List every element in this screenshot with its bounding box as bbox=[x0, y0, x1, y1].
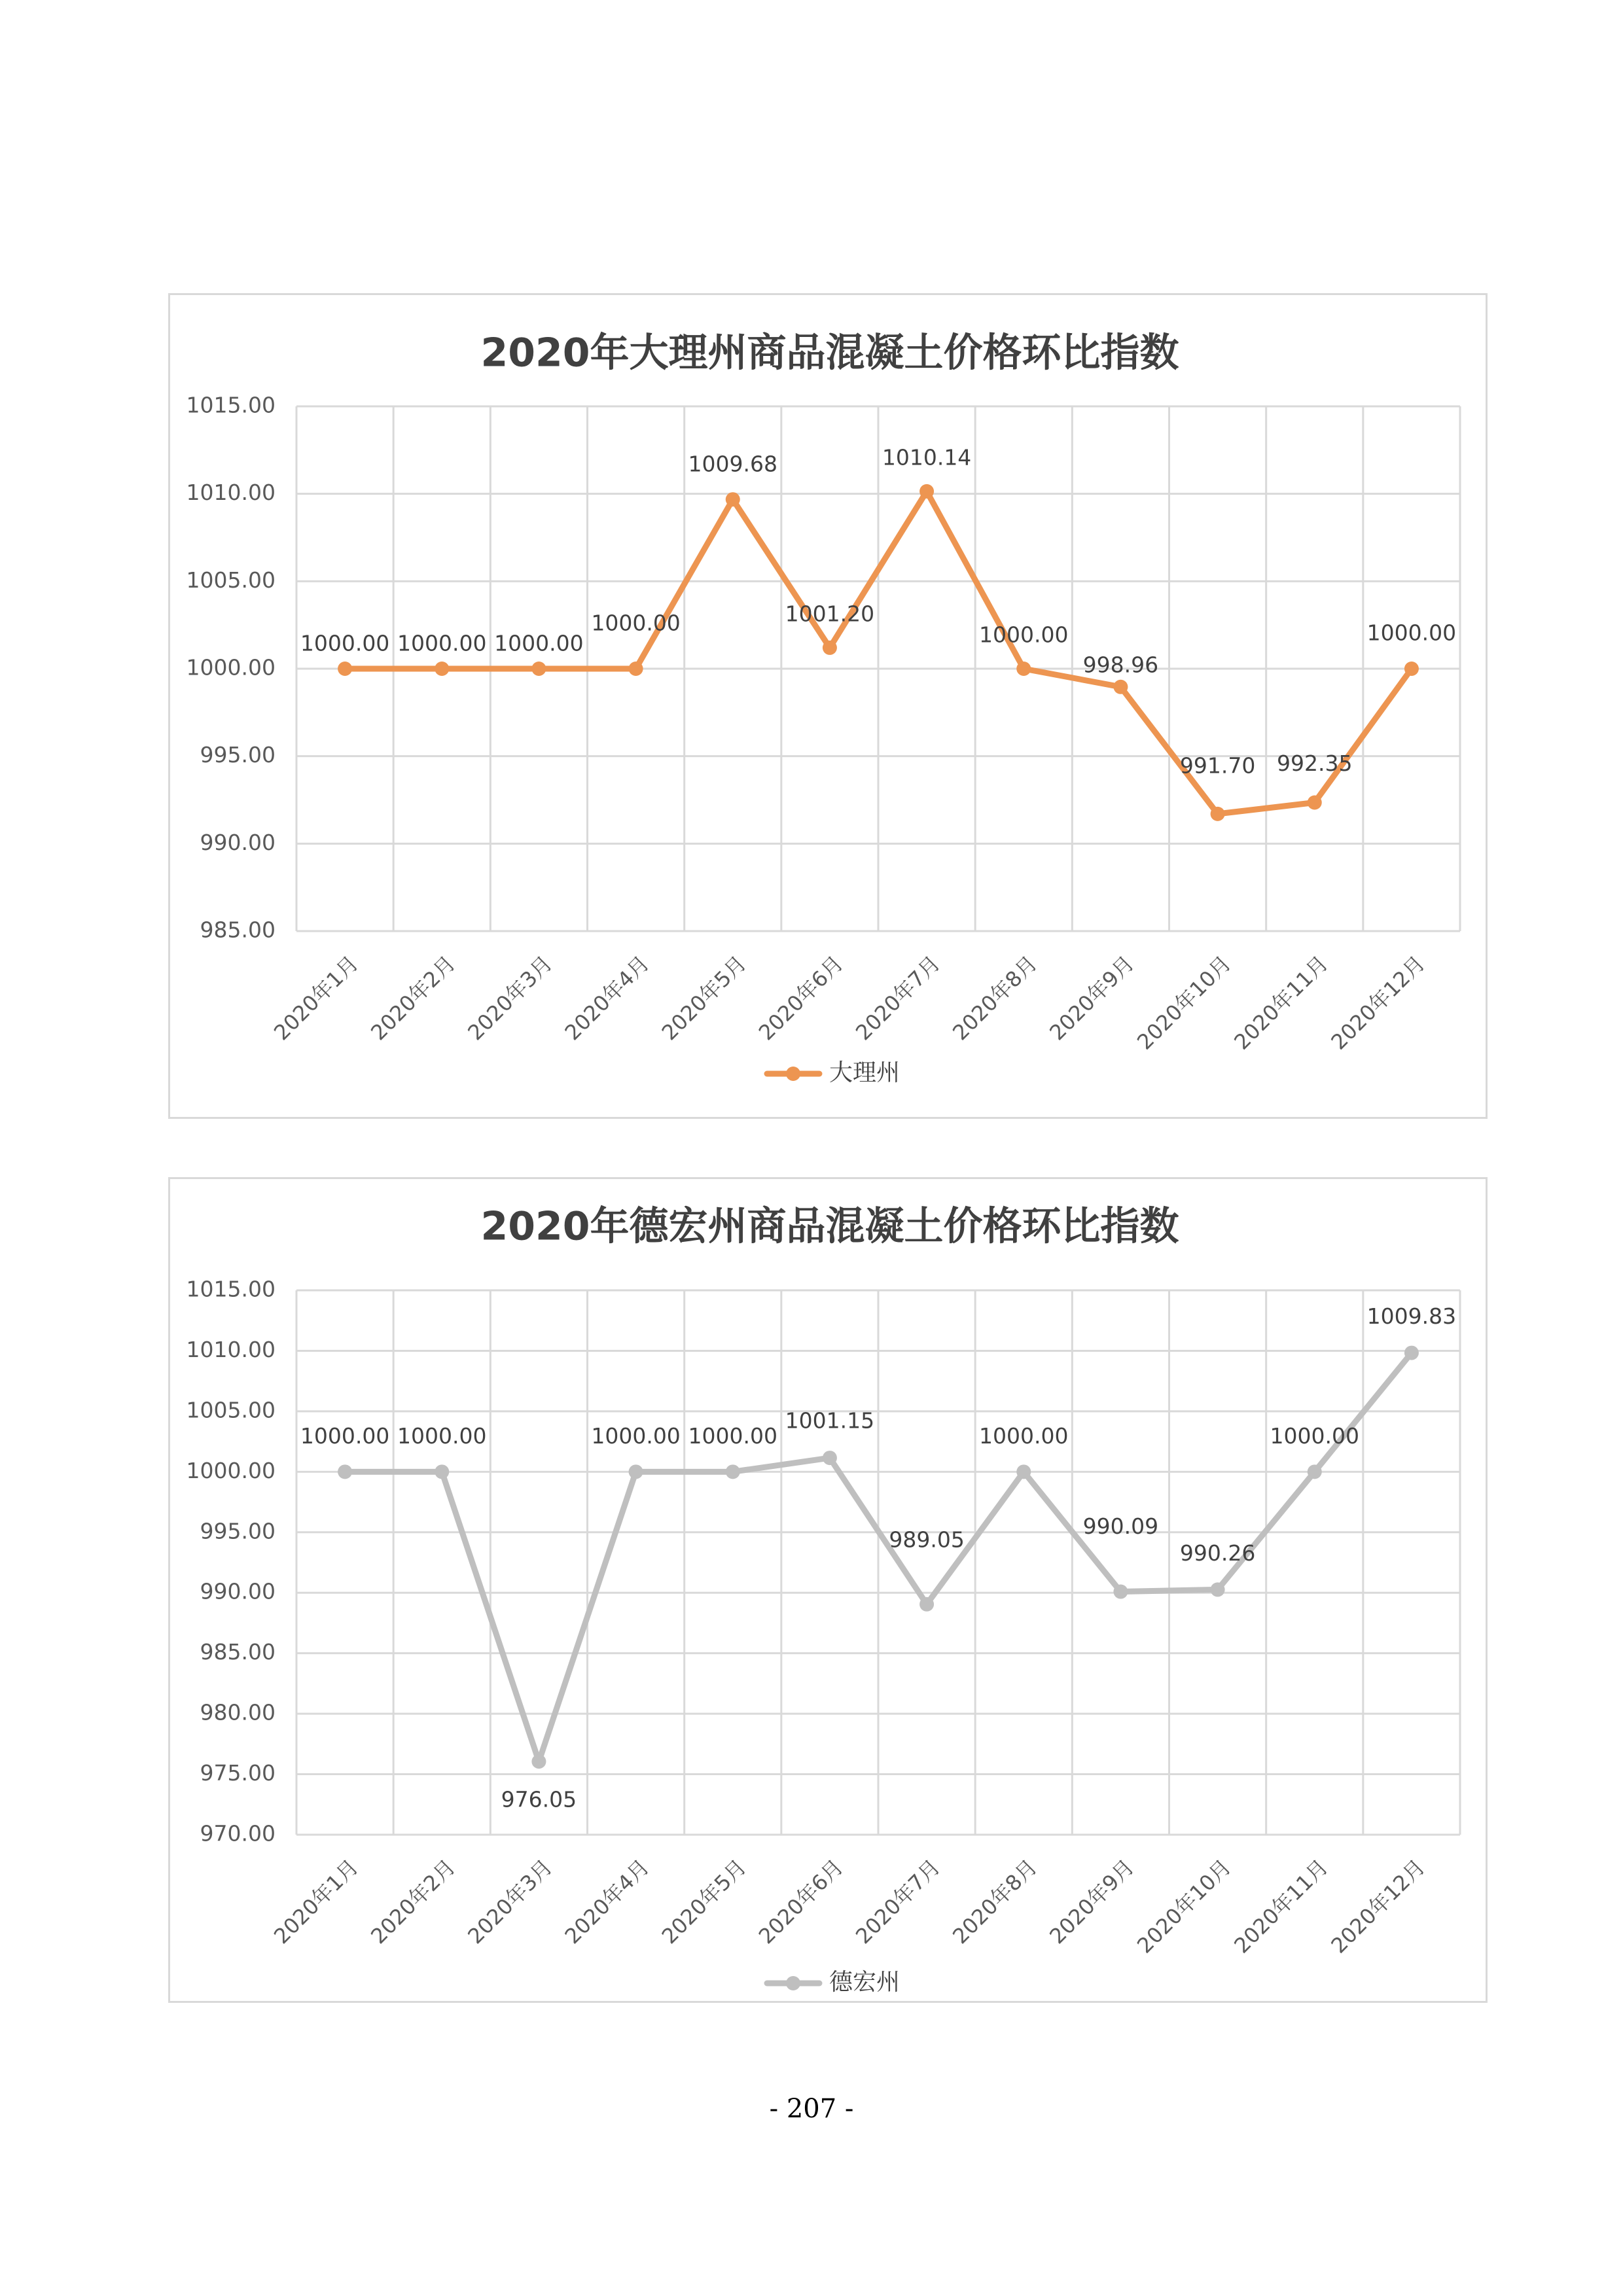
data-label: 1009.83 bbox=[1366, 1303, 1457, 1330]
data-label: 991.70 bbox=[1179, 752, 1256, 779]
x-tick-label: 2020年8月 bbox=[948, 1854, 1043, 1949]
data-point bbox=[1113, 1585, 1128, 1599]
x-tick-label: 2020年11月 bbox=[1229, 951, 1333, 1055]
data-point bbox=[823, 1451, 837, 1465]
data-label: 1010.14 bbox=[882, 444, 972, 470]
data-label: 1000.00 bbox=[397, 630, 487, 656]
data-point bbox=[1404, 1346, 1419, 1360]
data-label: 1000.00 bbox=[397, 1422, 487, 1449]
x-tick-label: 2020年6月 bbox=[753, 1854, 848, 1949]
x-tick-label: 2020年12月 bbox=[1326, 951, 1430, 1055]
legend-marker-point bbox=[786, 1976, 800, 1990]
data-point bbox=[1308, 1464, 1322, 1479]
y-tick-label: 1005.00 bbox=[186, 1397, 276, 1423]
data-point bbox=[1211, 1582, 1225, 1597]
x-tick-label: 2020年4月 bbox=[560, 951, 654, 1046]
data-label: 1001.20 bbox=[785, 601, 875, 627]
y-tick-label: 985.00 bbox=[200, 1639, 276, 1665]
y-tick-label: 995.00 bbox=[200, 742, 276, 768]
legend-label: 大理州 bbox=[829, 1059, 901, 1086]
y-tick-label: 980.00 bbox=[200, 1699, 276, 1725]
data-label: 992.35 bbox=[1277, 751, 1353, 777]
y-tick-label: 970.00 bbox=[200, 1820, 276, 1846]
chart-dehong bbox=[168, 1177, 1488, 2003]
chart-title: 2020年大理州商品混凝土价格环比指数 bbox=[480, 330, 1179, 376]
x-tick-label: 2020年10月 bbox=[1132, 1854, 1236, 1958]
data-label: 1000.00 bbox=[1270, 1422, 1359, 1449]
x-tick-label: 2020年7月 bbox=[850, 951, 946, 1046]
y-tick-label: 1000.00 bbox=[186, 654, 276, 680]
data-point bbox=[823, 641, 837, 655]
x-tick-label: 2020年3月 bbox=[463, 951, 558, 1046]
data-point bbox=[1308, 796, 1322, 810]
data-point bbox=[338, 1464, 352, 1479]
x-tick-label: 2020年11月 bbox=[1229, 1854, 1333, 1958]
data-label: 976.05 bbox=[501, 1786, 577, 1812]
chart-dali bbox=[168, 293, 1488, 1119]
data-point bbox=[1113, 680, 1128, 694]
x-tick-label: 2020年4月 bbox=[560, 1854, 654, 1949]
data-label: 1009.68 bbox=[688, 451, 777, 477]
x-tick-label: 2020年2月 bbox=[366, 1854, 461, 1949]
data-point bbox=[726, 1464, 740, 1479]
x-tick-label: 2020年5月 bbox=[656, 1854, 751, 1949]
data-label: 998.96 bbox=[1082, 652, 1159, 678]
y-tick-label: 990.00 bbox=[200, 1578, 276, 1604]
x-tick-label: 2020年1月 bbox=[268, 1854, 364, 1949]
data-point bbox=[1016, 662, 1031, 676]
x-tick-label: 2020年9月 bbox=[1044, 951, 1139, 1046]
x-tick-label: 2020年2月 bbox=[366, 951, 461, 1046]
legend-marker-point bbox=[786, 1067, 800, 1081]
data-label: 1000.00 bbox=[688, 1422, 777, 1449]
chart-dehong-svg bbox=[170, 1179, 1489, 2005]
y-tick-label: 1010.00 bbox=[186, 1336, 276, 1362]
data-point bbox=[1404, 662, 1419, 676]
chart-dali-svg bbox=[170, 295, 1489, 1121]
x-tick-label: 2020年8月 bbox=[948, 951, 1043, 1046]
data-point bbox=[531, 1754, 546, 1769]
y-tick-label: 995.00 bbox=[200, 1518, 276, 1544]
data-point bbox=[435, 662, 449, 676]
data-point bbox=[1016, 1464, 1031, 1479]
y-tick-label: 990.00 bbox=[200, 829, 276, 855]
page-number: - 207 - bbox=[769, 2094, 854, 2124]
y-tick-label: 985.00 bbox=[200, 917, 276, 943]
y-tick-label: 1005.00 bbox=[186, 567, 276, 593]
x-tick-label: 2020年1月 bbox=[268, 951, 364, 1046]
x-tick-label: 2020年9月 bbox=[1044, 1854, 1139, 1949]
data-label: 989.05 bbox=[889, 1527, 965, 1553]
y-tick-label: 1010.00 bbox=[186, 480, 276, 506]
data-label: 1000.00 bbox=[300, 630, 390, 656]
data-label: 1000.00 bbox=[591, 1422, 681, 1449]
x-tick-label: 2020年7月 bbox=[850, 1854, 946, 1949]
chart-title: 2020年德宏州商品混凝土价格环比指数 bbox=[480, 1203, 1179, 1250]
data-point bbox=[629, 1464, 643, 1479]
data-label: 1000.00 bbox=[1366, 620, 1457, 646]
data-point bbox=[919, 484, 934, 499]
data-label: 990.09 bbox=[1082, 1513, 1159, 1540]
y-tick-label: 1000.00 bbox=[186, 1457, 276, 1483]
data-point bbox=[629, 662, 643, 676]
data-point bbox=[338, 662, 352, 676]
y-tick-label: 1015.00 bbox=[186, 392, 276, 418]
y-tick-label: 975.00 bbox=[200, 1760, 276, 1786]
data-label: 1000.00 bbox=[979, 1422, 1069, 1449]
y-tick-label: 1015.00 bbox=[186, 1276, 276, 1302]
data-label: 1000.00 bbox=[591, 610, 681, 636]
x-tick-label: 2020年12月 bbox=[1326, 1854, 1430, 1958]
x-tick-label: 2020年6月 bbox=[753, 951, 848, 1046]
data-point bbox=[531, 662, 546, 676]
data-label: 1000.00 bbox=[494, 630, 584, 656]
data-label: 1001.15 bbox=[785, 1407, 875, 1434]
x-tick-label: 2020年10月 bbox=[1132, 951, 1236, 1055]
data-point bbox=[726, 492, 740, 506]
x-tick-label: 2020年3月 bbox=[463, 1854, 558, 1949]
data-point bbox=[435, 1464, 449, 1479]
data-label: 990.26 bbox=[1179, 1540, 1256, 1566]
data-label: 1000.00 bbox=[300, 1422, 390, 1449]
data-label: 1000.00 bbox=[979, 622, 1069, 648]
data-point bbox=[1211, 807, 1225, 821]
x-tick-label: 2020年5月 bbox=[656, 951, 751, 1046]
data-point bbox=[919, 1597, 934, 1612]
legend-label: 德宏州 bbox=[829, 1969, 901, 1996]
